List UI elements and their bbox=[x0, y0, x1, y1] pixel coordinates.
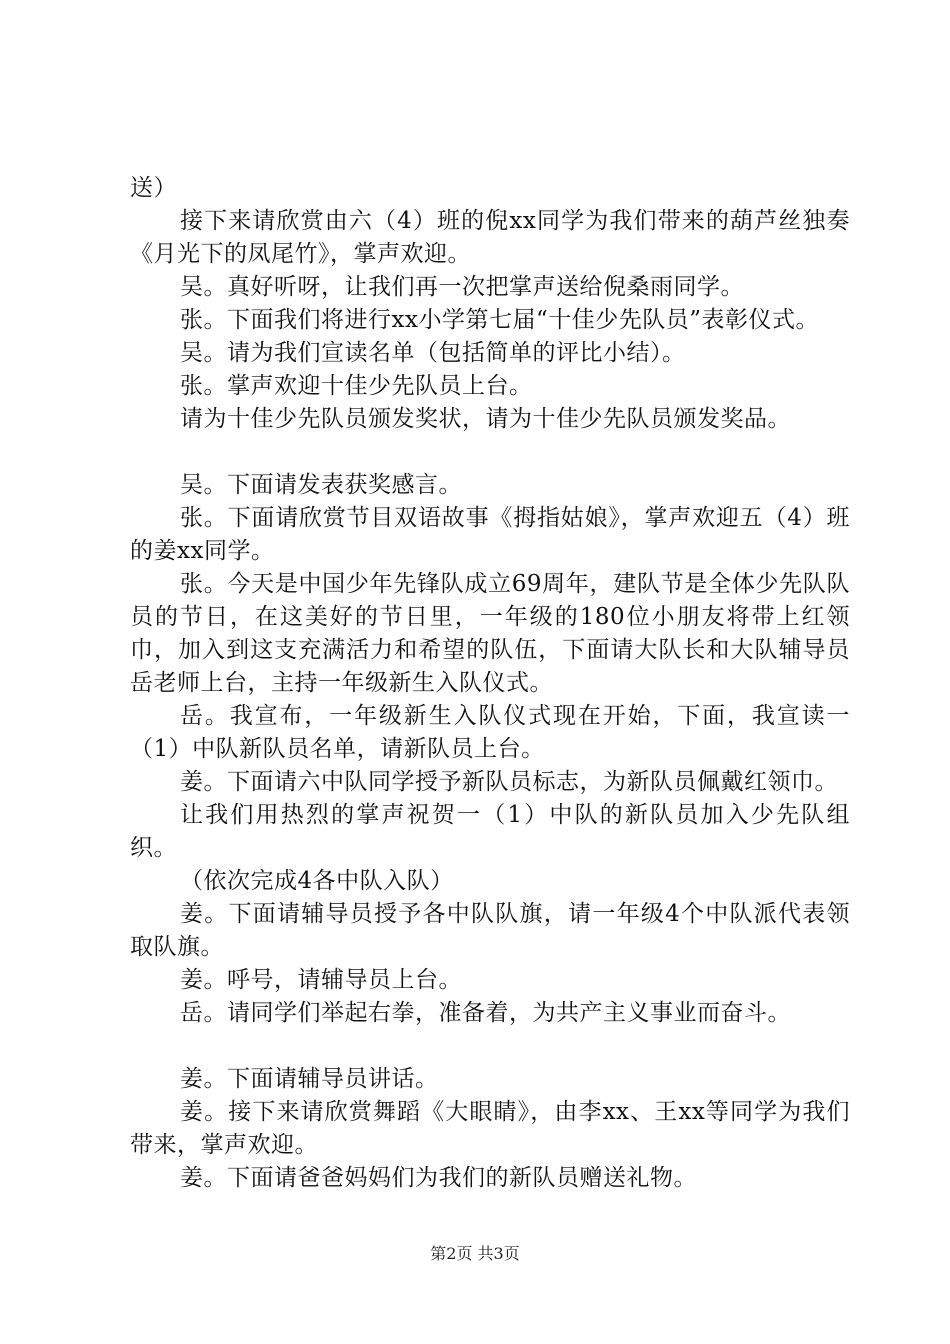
paragraph: 吴。真好听呀，让我们再一次把掌声送给倪桑雨同学。 bbox=[180, 274, 744, 300]
paragraph: 张。今天是中国少年先锋队成立69周年，建队节是全体少先队队员的节日，在这美好的节日里，一年级的180位小朋友将带上红领巾，加入到这支充满活力和希望的队伍，下面请大队长和大队辅导员岳老师上台，主持一年级新生入队仪式。 bbox=[130, 571, 850, 696]
page-number: 第2页 共3页 bbox=[430, 1244, 520, 1263]
paragraph: 岳。请同学们举起右拳，准备着，为共产主义事业而奋斗。 bbox=[180, 1000, 791, 1026]
paragraph: 姜。下面请爸爸妈妈们为我们的新队员赠送礼物。 bbox=[180, 1165, 697, 1191]
paragraph: 姜。下面请辅导员授予各中队队旗，请一年级4个中队派代表领取队旗。 bbox=[130, 901, 850, 960]
paragraph: 让我们用热烈的掌声祝贺一（1）中队的新队员加入少先队组织。 bbox=[130, 802, 850, 861]
paragraph: 吴。下面请发表获奖感言。 bbox=[180, 472, 462, 498]
paragraph: 姜。下面请辅导员讲话。 bbox=[180, 1066, 439, 1092]
paragraph: 请为十佳少先队员颁发奖状，请为十佳少先队员颁发奖品。 bbox=[180, 406, 791, 432]
paragraph: 张。下面请欣赏节目双语故事《拇指姑娘》，掌声欢迎五（4）班的姜xx同学。 bbox=[130, 505, 850, 564]
paragraph: 送） bbox=[130, 175, 177, 201]
paragraph: 姜。下面请六中队同学授予新队员标志，为新队员佩戴红领巾。 bbox=[180, 769, 838, 795]
paragraph: 张。下面我们将进行xx小学第七届“十佳少先队员”表彰仪式。 bbox=[180, 307, 819, 333]
paragraph: 岳。我宣布，一年级新生入队仪式现在开始，下面，我宣读一（1）中队新队员名单，请新队员上台。 bbox=[130, 703, 850, 762]
page-footer bbox=[0, 1244, 950, 1264]
paragraph: （依次完成4各中队入队） bbox=[180, 868, 454, 894]
paragraph: 吴。请为我们宣读名单（包括简单的评比小结）。 bbox=[180, 340, 686, 366]
paragraph: 接下来请欣赏由六（4）班的倪xx同学为我们带来的葫芦丝独奏《月光下的凤尾竹》，掌声欢迎。 bbox=[130, 208, 850, 267]
paragraph: 姜。接下来请欣赏舞蹈《大眼睛》，由李xx、王xx等同学为我们带来，掌声欢迎。 bbox=[130, 1099, 850, 1158]
paragraph: 姜。呼号，请辅导员上台。 bbox=[180, 967, 462, 993]
document-body bbox=[130, 172, 850, 1195]
paragraph: 张。掌声欢迎十佳少先队员上台。 bbox=[180, 373, 533, 399]
